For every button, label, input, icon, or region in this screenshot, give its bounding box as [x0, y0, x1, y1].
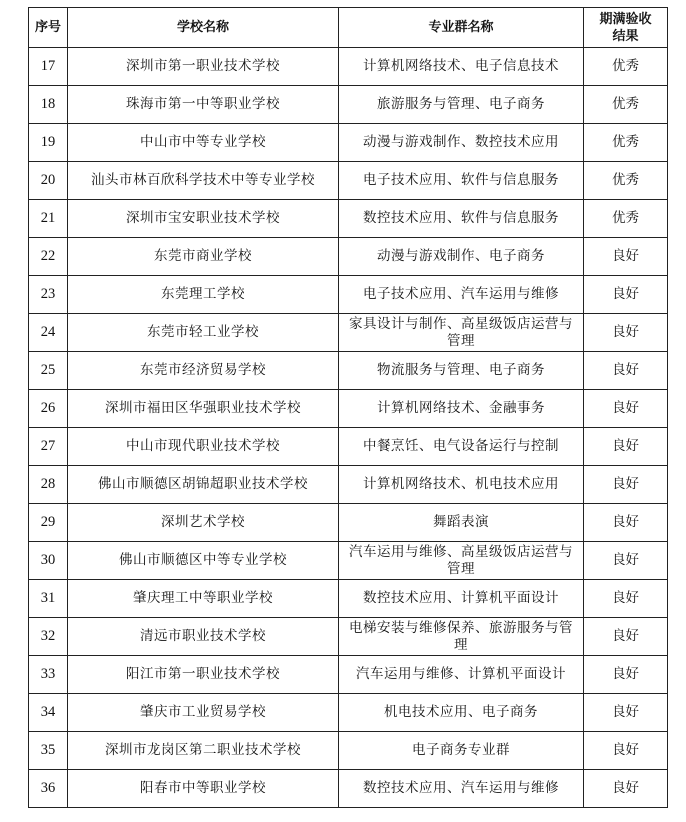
table-row [29, 466, 668, 504]
table-row [29, 428, 668, 466]
cell-acceptance-result: 良好 [584, 238, 668, 276]
cell-acceptance-result: 良好 [584, 732, 668, 770]
cell-school-name: 深圳市宝安职业技术学校 [68, 200, 339, 238]
header-row [29, 8, 668, 48]
header-acceptance-result-line2: 结果 [612, 28, 639, 44]
cell-serial-number: 17 [29, 48, 68, 86]
cell-school-name: 中山市现代职业技术学校 [68, 428, 339, 466]
cell-acceptance-result: 优秀 [584, 124, 668, 162]
cell-specialty-group: 数控技术应用、汽车运用与维修 [339, 770, 584, 808]
cell-acceptance-result: 良好 [584, 770, 668, 808]
cell-school-name: 佛山市顺德区中等专业学校 [68, 542, 339, 580]
table-row [29, 618, 668, 656]
cell-acceptance-result: 良好 [584, 542, 668, 580]
table-row [29, 580, 668, 618]
cell-specialty-group: 机电技术应用、电子商务 [339, 694, 584, 732]
cell-serial-number: 23 [29, 276, 68, 314]
cell-acceptance-result: 优秀 [584, 200, 668, 238]
cell-specialty-group: 汽车运用与维修、高星级饭店运营与管理 [339, 542, 584, 580]
cell-serial-number: 24 [29, 314, 68, 352]
cell-serial-number: 19 [29, 124, 68, 162]
cell-school-name: 深圳艺术学校 [68, 504, 339, 542]
table-body [29, 48, 668, 808]
cell-serial-number: 29 [29, 504, 68, 542]
cell-acceptance-result: 良好 [584, 618, 668, 656]
cell-serial-number: 26 [29, 390, 68, 428]
cell-specialty-group: 数控技术应用、软件与信息服务 [339, 200, 584, 238]
cell-school-name: 深圳市龙岗区第二职业技术学校 [68, 732, 339, 770]
cell-school-name: 东莞市轻工业学校 [68, 314, 339, 352]
table-row [29, 48, 668, 86]
header-acceptance-result [584, 8, 668, 48]
cell-acceptance-result: 良好 [584, 466, 668, 504]
table-row [29, 276, 668, 314]
cell-school-name: 东莞市商业学校 [68, 238, 339, 276]
cell-acceptance-result: 优秀 [584, 86, 668, 124]
cell-school-name: 深圳市第一职业技术学校 [68, 48, 339, 86]
cell-specialty-group: 旅游服务与管理、电子商务 [339, 86, 584, 124]
cell-acceptance-result: 优秀 [584, 48, 668, 86]
table-row [29, 694, 668, 732]
cell-serial-number: 30 [29, 542, 68, 580]
acceptance-results-table [28, 7, 668, 808]
table-row [29, 542, 668, 580]
cell-school-name: 汕头市林百欣科学技术中等专业学校 [68, 162, 339, 200]
cell-serial-number: 33 [29, 656, 68, 694]
table-row [29, 504, 668, 542]
cell-serial-number: 28 [29, 466, 68, 504]
cell-school-name: 东莞市经济贸易学校 [68, 352, 339, 390]
cell-acceptance-result: 良好 [584, 504, 668, 542]
table-row [29, 238, 668, 276]
table-row [29, 656, 668, 694]
cell-serial-number: 20 [29, 162, 68, 200]
cell-school-name: 阳江市第一职业技术学校 [68, 656, 339, 694]
cell-serial-number: 32 [29, 618, 68, 656]
table-row [29, 352, 668, 390]
cell-specialty-group: 动漫与游戏制作、电子商务 [339, 238, 584, 276]
cell-serial-number: 35 [29, 732, 68, 770]
cell-acceptance-result: 优秀 [584, 162, 668, 200]
table-row [29, 86, 668, 124]
table-row [29, 732, 668, 770]
cell-school-name: 肇庆理工中等职业学校 [68, 580, 339, 618]
cell-school-name: 深圳市福田区华强职业技术学校 [68, 390, 339, 428]
cell-school-name: 东莞理工学校 [68, 276, 339, 314]
header-school-name: 学校名称 [68, 8, 339, 48]
cell-specialty-group: 计算机网络技术、金融事务 [339, 390, 584, 428]
cell-acceptance-result: 良好 [584, 656, 668, 694]
cell-specialty-group: 计算机网络技术、机电技术应用 [339, 466, 584, 504]
cell-school-name: 珠海市第一中等职业学校 [68, 86, 339, 124]
table-header [29, 8, 668, 48]
cell-specialty-group: 电梯安装与维修保养、旅游服务与管理 [339, 618, 584, 656]
cell-serial-number: 25 [29, 352, 68, 390]
cell-acceptance-result: 良好 [584, 580, 668, 618]
cell-specialty-group: 电子技术应用、软件与信息服务 [339, 162, 584, 200]
table-row [29, 200, 668, 238]
cell-school-name: 清远市职业技术学校 [68, 618, 339, 656]
cell-serial-number: 21 [29, 200, 68, 238]
cell-acceptance-result: 良好 [584, 390, 668, 428]
cell-specialty-group: 动漫与游戏制作、数控技术应用 [339, 124, 584, 162]
cell-school-name: 佛山市顺德区胡锦超职业技术学校 [68, 466, 339, 504]
cell-specialty-group: 数控技术应用、计算机平面设计 [339, 580, 584, 618]
cell-acceptance-result: 良好 [584, 314, 668, 352]
cell-specialty-group: 汽车运用与维修、计算机平面设计 [339, 656, 584, 694]
header-specialty-group: 专业群名称 [339, 8, 584, 48]
cell-specialty-group: 家具设计与制作、高星级饭店运营与管理 [339, 314, 584, 352]
cell-serial-number: 34 [29, 694, 68, 732]
cell-specialty-group: 电子商务专业群 [339, 732, 584, 770]
cell-serial-number: 22 [29, 238, 68, 276]
cell-acceptance-result: 良好 [584, 428, 668, 466]
cell-specialty-group: 舞蹈表演 [339, 504, 584, 542]
table-row [29, 314, 668, 352]
cell-specialty-group: 中餐烹饪、电气设备运行与控制 [339, 428, 584, 466]
cell-specialty-group: 计算机网络技术、电子信息技术 [339, 48, 584, 86]
table-row [29, 770, 668, 808]
cell-specialty-group: 电子技术应用、汽车运用与维修 [339, 276, 584, 314]
cell-school-name: 肇庆市工业贸易学校 [68, 694, 339, 732]
cell-acceptance-result: 良好 [584, 276, 668, 314]
table-row [29, 124, 668, 162]
cell-acceptance-result: 良好 [584, 694, 668, 732]
table-row [29, 390, 668, 428]
header-serial-number: 序号 [29, 8, 68, 48]
cell-acceptance-result: 良好 [584, 352, 668, 390]
cell-serial-number: 36 [29, 770, 68, 808]
cell-specialty-group: 物流服务与管理、电子商务 [339, 352, 584, 390]
cell-serial-number: 18 [29, 86, 68, 124]
cell-school-name: 中山市中等专业学校 [68, 124, 339, 162]
table-row [29, 162, 668, 200]
header-acceptance-result-line1: 期满验收 [599, 11, 652, 27]
cell-school-name: 阳春市中等职业学校 [68, 770, 339, 808]
cell-serial-number: 27 [29, 428, 68, 466]
cell-serial-number: 31 [29, 580, 68, 618]
